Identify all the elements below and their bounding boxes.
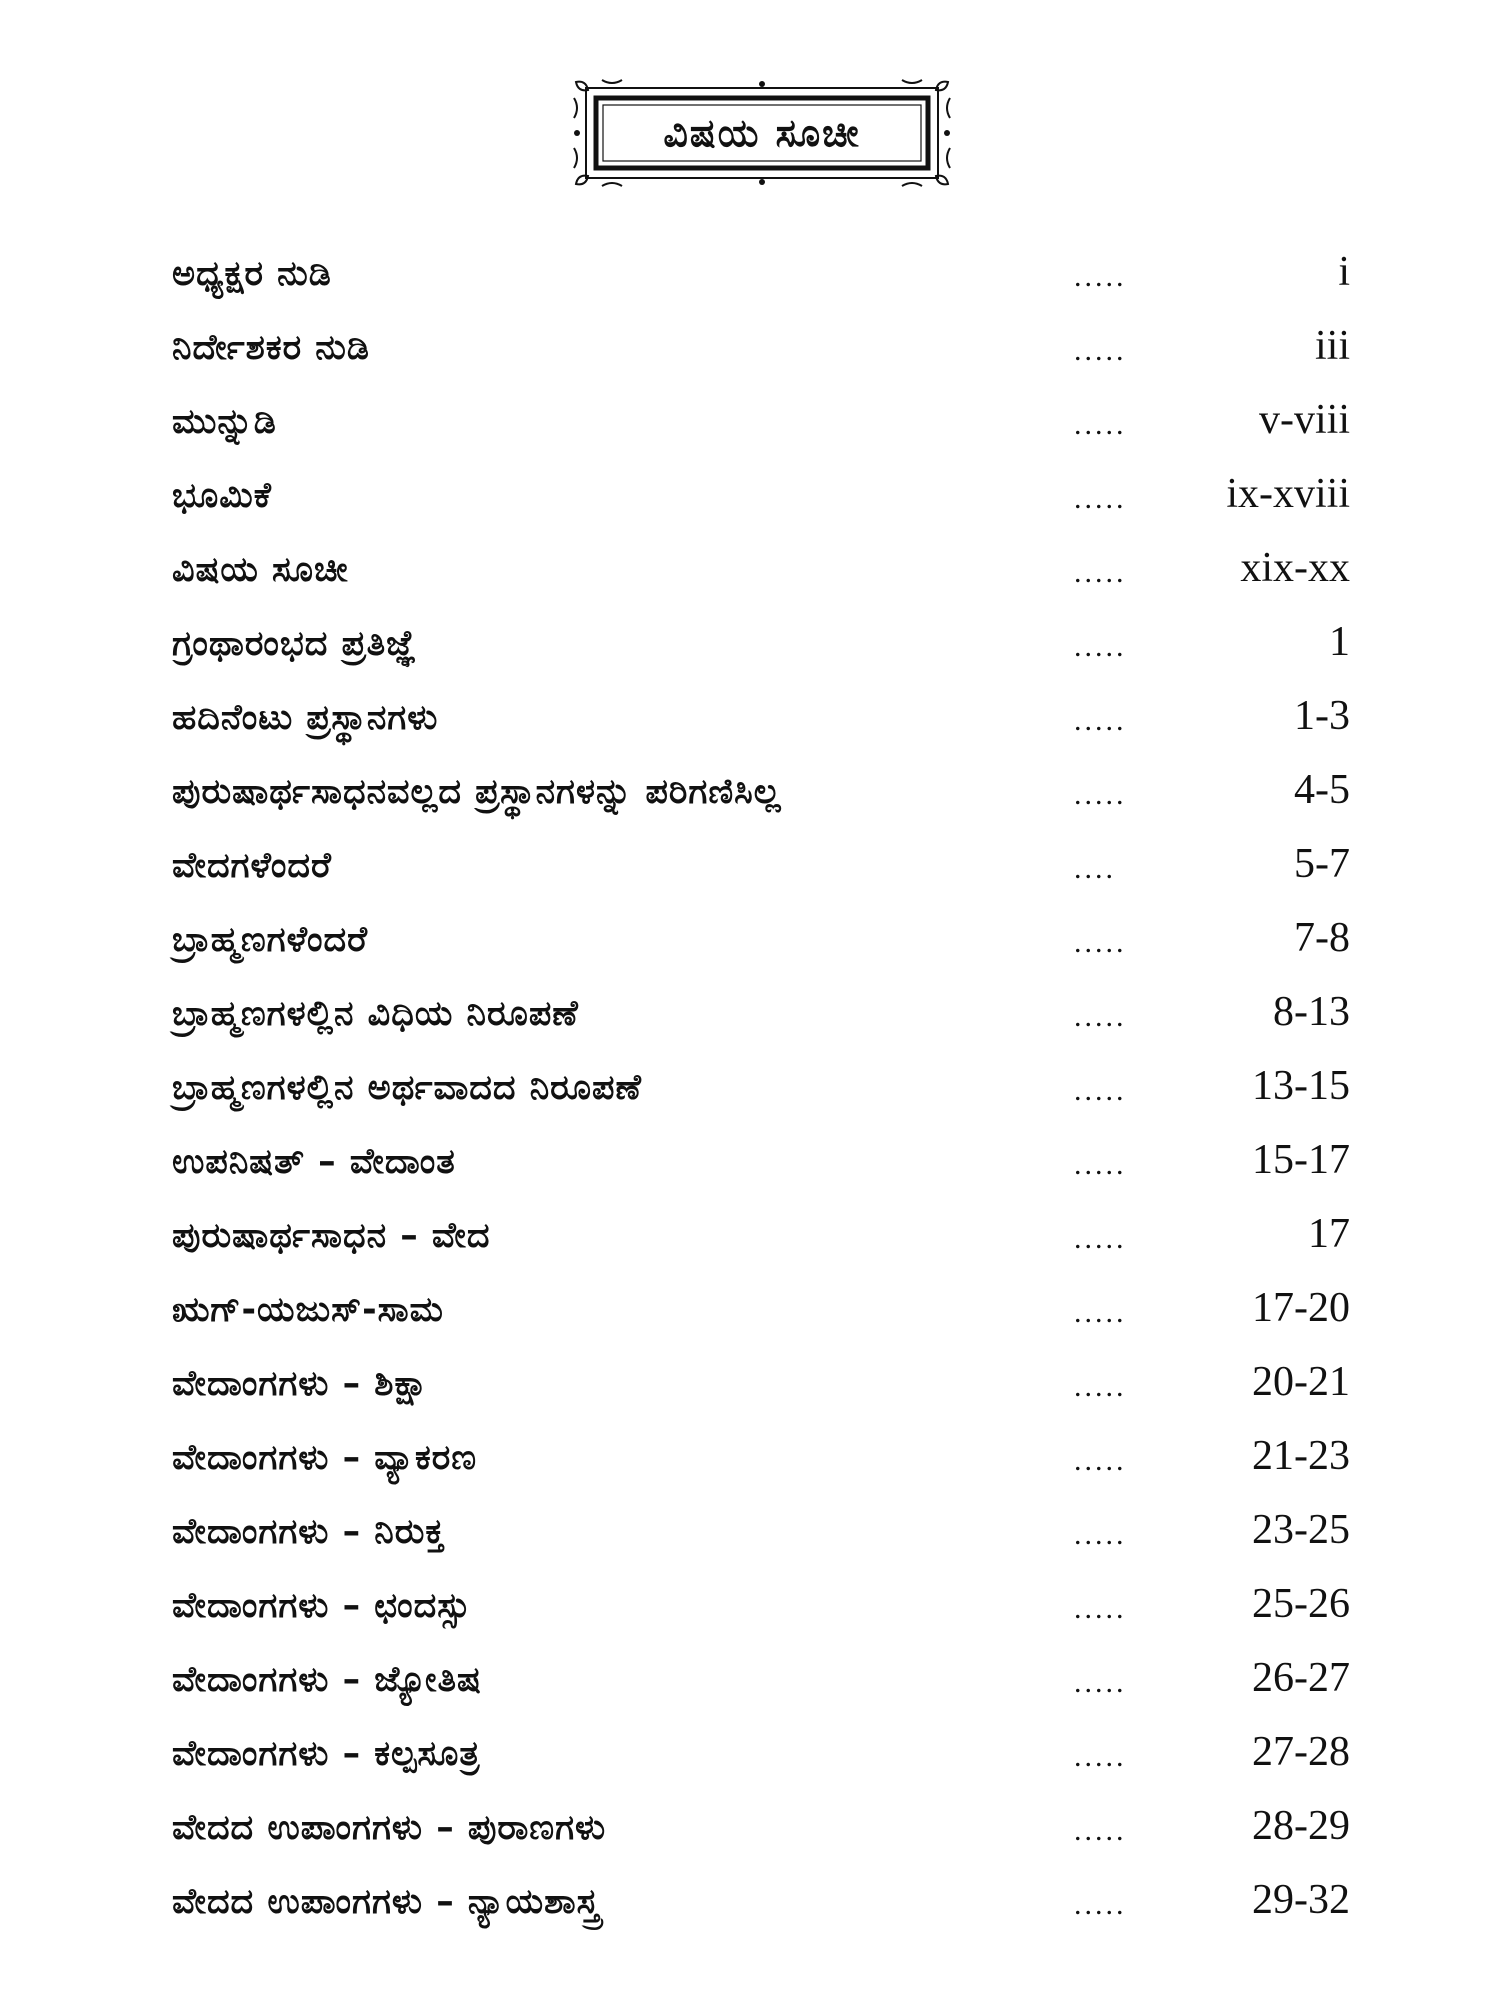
toc-entry-page-number: 29-32: [1252, 1877, 1350, 1923]
toc-entry: [0, 1874, 1500, 1948]
toc-entry-leader-dots: .....: [1074, 1888, 1127, 1921]
toc-entry: [0, 246, 1500, 320]
toc-entry: [0, 616, 1500, 690]
toc-entry-page-number: 28-29: [1252, 1803, 1350, 1849]
toc-entry: [0, 1800, 1500, 1874]
toc-entry-leader-dots: .....: [1074, 1370, 1127, 1403]
toc-entry-title: ನಿರ್ದೇಶಕರ ನುಡಿ: [172, 328, 370, 368]
toc-entry-title: ವಿಷಯ ಸೂಚೀ: [172, 550, 349, 590]
title-cartouche: [572, 78, 952, 188]
toc-entry-title: ಪುರುಷಾರ್ಥಸಾಧನ – ವೇದ: [172, 1216, 491, 1256]
toc-entry: [0, 542, 1500, 616]
toc-entry-page-number: 8-13: [1273, 989, 1350, 1035]
toc-entry-leader-dots: .....: [1074, 1296, 1127, 1329]
toc-entry-title: ಬ್ರಾಹ್ಮಣಗಳೆಂದರೆ: [172, 920, 369, 960]
page-title: ವಿಷಯ ಸೂಚೀ: [663, 110, 861, 155]
toc-entry-page-number: xix-xx: [1240, 545, 1350, 591]
toc-entry: [0, 838, 1500, 912]
toc-entry-title: ವೇದಾಂಗಗಳು – ಜ್ಯೋತಿಷ: [172, 1660, 482, 1700]
toc-entry-title: ವೇದದ ಉಪಾಂಗಗಳು – ಪುರಾಣಗಳು: [172, 1808, 607, 1848]
toc-entry-page-number: 1: [1329, 619, 1350, 665]
toc-entry-page-number: iii: [1314, 323, 1350, 369]
toc-entry: [0, 1652, 1500, 1726]
toc-entry-page-number: 15-17: [1252, 1137, 1350, 1183]
toc-entry-title: ವೇದಾಂಗಗಳು – ಛಂದಸ್ಸು: [172, 1586, 472, 1626]
toc-entry-title: ವೇದದ ಉಪಾಂಗಗಳು – ನ್ಯಾಯಶಾಸ್ತ್ರ: [172, 1882, 601, 1922]
toc-entry-page-number: 20-21: [1252, 1359, 1350, 1405]
toc-entry: [0, 690, 1500, 764]
toc-entry-title: ಪುರುಷಾರ್ಥಸಾಧನವಲ್ಲದ ಪ್ರಸ್ಥಾನಗಳನ್ನು ಪರಿಗಣಿಸಿಲ್ಲ: [172, 772, 782, 812]
table-of-contents: [0, 246, 1500, 1948]
toc-entry-leader-dots: .....: [1074, 704, 1127, 737]
toc-entry-title: ಬ್ರಾಹ್ಮಣಗಳಲ್ಲಿನ ಅರ್ಥವಾದದ ನಿರೂಪಣೆ: [172, 1068, 642, 1108]
toc-entry-title: ವೇದಾಂಗಗಳು – ಕಲ್ಪಸೂತ್ರ: [172, 1734, 481, 1774]
toc-entry-leader-dots: .....: [1074, 1148, 1127, 1181]
toc-entry-leader-dots: .....: [1074, 334, 1127, 367]
toc-entry-page-number: 23-25: [1252, 1507, 1350, 1553]
toc-entry: [0, 1208, 1500, 1282]
toc-entry-leader-dots: .....: [1074, 630, 1127, 663]
toc-entry-title: ಅಧ್ಯಕ್ಷರ ನುಡಿ: [172, 254, 332, 294]
toc-entry-leader-dots: .....: [1074, 1740, 1127, 1773]
toc-entry-title: ಗ್ರಂಥಾರಂಭದ ಪ್ರತಿಜ್ಞೆ: [172, 624, 417, 664]
toc-entry-page-number: 5-7: [1294, 841, 1350, 887]
toc-entry-leader-dots: ....: [1074, 852, 1116, 885]
toc-entry-page-number: 21-23: [1252, 1433, 1350, 1479]
toc-entry-leader-dots: .....: [1074, 926, 1127, 959]
toc-entry-title: ಮುನ್ನುಡಿ: [172, 402, 277, 442]
toc-entry-title: ಉಪನಿಷತ್ – ವೇದಾಂತ: [172, 1142, 456, 1182]
toc-entry-page-number: 7-8: [1294, 915, 1350, 961]
toc-entry-leader-dots: .....: [1074, 1592, 1127, 1625]
toc-entry-leader-dots: .....: [1074, 778, 1127, 811]
toc-entry: [0, 1578, 1500, 1652]
toc-entry: [0, 1356, 1500, 1430]
toc-entry-leader-dots: .....: [1074, 1000, 1127, 1033]
toc-entry-leader-dots: .....: [1074, 556, 1127, 589]
toc-entry: [0, 1060, 1500, 1134]
toc-entry-leader-dots: .....: [1074, 1444, 1127, 1477]
toc-entry: [0, 320, 1500, 394]
toc-entry-title: ಋಗ್-ಯಜುಸ್-ಸಾಮ: [172, 1290, 444, 1330]
toc-entry-title: ವೇದಾಂಗಗಳು – ವ್ಯಾಕರಣ: [172, 1438, 478, 1478]
toc-entry-leader-dots: .....: [1074, 1222, 1127, 1255]
toc-entry: [0, 764, 1500, 838]
toc-entry-page-number: v-viii: [1259, 397, 1350, 443]
toc-entry: [0, 394, 1500, 468]
toc-entry-leader-dots: .....: [1074, 408, 1127, 441]
toc-entry-page-number: 17-20: [1252, 1285, 1350, 1331]
toc-entry: [0, 912, 1500, 986]
toc-entry-title: ವೇದಾಂಗಗಳು – ಶಿಕ್ಷಾ: [172, 1364, 430, 1404]
toc-entry: [0, 1430, 1500, 1504]
toc-entry-page-number: 13-15: [1252, 1063, 1350, 1109]
toc-entry-leader-dots: .....: [1074, 482, 1127, 515]
toc-entry-page-number: ix-xviii: [1226, 471, 1350, 517]
toc-entry-leader-dots: .....: [1074, 1518, 1127, 1551]
toc-entry-page-number: 27-28: [1252, 1729, 1350, 1775]
toc-entry-leader-dots: .....: [1074, 1074, 1127, 1107]
toc-entry: [0, 468, 1500, 542]
toc-entry-title: ವೇದಾಂಗಗಳು – ನಿರುಕ್ತ: [172, 1512, 446, 1552]
toc-entry-title: ಭೂಮಿಕೆ: [172, 476, 272, 516]
toc-entry-page-number: 17: [1308, 1211, 1350, 1257]
toc-entry-title: ವೇದಗಳೆಂದರೆ: [172, 846, 332, 886]
toc-entry-page-number: 1-3: [1294, 693, 1350, 739]
toc-entry: [0, 1726, 1500, 1800]
toc-entry-page-number: 25-26: [1252, 1581, 1350, 1627]
toc-entry-title: ಬ್ರಾಹ್ಮಣಗಳಲ್ಲಿನ ವಿಧಿಯ ನಿರೂಪಣೆ: [172, 994, 579, 1034]
toc-entry: [0, 1134, 1500, 1208]
toc-entry-leader-dots: .....: [1074, 1666, 1127, 1699]
toc-entry-page-number: 26-27: [1252, 1655, 1350, 1701]
toc-entry: [0, 1282, 1500, 1356]
toc-entry-title: ಹದಿನೆಂಟು ಪ್ರಸ್ಥಾನಗಳು: [172, 698, 439, 738]
toc-entry: [0, 1504, 1500, 1578]
toc-entry-leader-dots: .....: [1074, 1814, 1127, 1847]
toc-entry: [0, 986, 1500, 1060]
toc-entry-page-number: 4-5: [1294, 767, 1350, 813]
toc-entry-page-number: i: [1338, 249, 1350, 295]
toc-entry-leader-dots: .....: [1074, 260, 1127, 293]
